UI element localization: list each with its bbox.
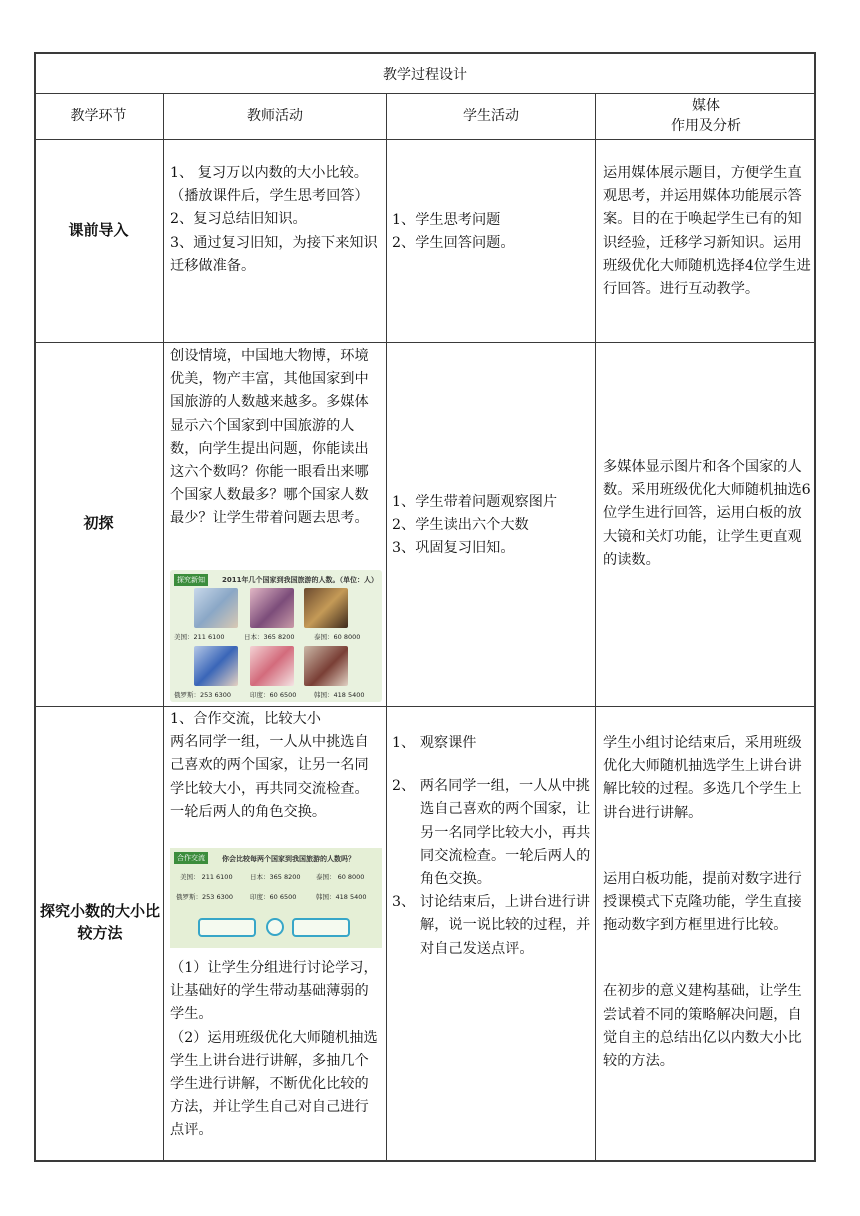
slide-label: 美国：211 6100 bbox=[174, 633, 225, 641]
slide-title: 2011年几个国家到我国旅游的人数。（单位：人） bbox=[222, 576, 378, 584]
compare-circle[interactable] bbox=[266, 918, 284, 936]
header-media bbox=[596, 96, 816, 136]
rule bbox=[163, 93, 164, 1162]
table-title: 教学过程设计 bbox=[383, 67, 467, 83]
teacher-step: （2）运用班级优化大师随机抽选学生上讲台进行讲解，多抽几个学生进行讲解，不断优化比较的方法，并让学生自己对自己进行点评。 bbox=[170, 1029, 378, 1139]
media-text: 运用白板功能，提前对数字进行授课模式下克隆功能，学生直接拖动数字到方框里进行比较。 bbox=[603, 870, 802, 934]
student-step: 1、学生思考问题 bbox=[392, 212, 501, 228]
slide-label: 印度：60 6500 bbox=[250, 691, 297, 699]
teacher-step: 1、 复习万以内数的大小比较。 bbox=[170, 165, 368, 181]
slide-label: 日本：365 8200 bbox=[244, 633, 295, 641]
photo-russia bbox=[194, 646, 238, 686]
header-stage: 教学环节 bbox=[70, 108, 127, 124]
student-step: 2、 两名同学一组，一人从中挑选自己喜欢的两个国家，让另一名同学比较大小，再共同交流检查。一轮后两人的角色交换。 bbox=[392, 778, 591, 888]
header-media-line1: 媒体 bbox=[692, 98, 720, 114]
slide-label: 俄罗斯：253 6300 bbox=[174, 691, 232, 699]
rule bbox=[386, 93, 387, 1162]
slide-tag: 合作交流 bbox=[174, 852, 208, 864]
photo-korea bbox=[304, 646, 348, 686]
slide-label: 俄罗斯：253 6300 bbox=[176, 893, 234, 901]
teacher-step: 2、复习总结旧知识。 bbox=[170, 211, 307, 228]
slide-explore bbox=[170, 570, 382, 702]
teacher-step: （1）让学生分组进行讨论学习，让基础好的学生带动基础薄弱的学生。 bbox=[170, 960, 378, 1023]
student-step: 2、学生回答问题。 bbox=[392, 235, 515, 252]
media-text: 在初步的意义建构基础，让学生尝试着不同的策略解决问题，自觉自主的总结出亿以内数大小比较的方法。 bbox=[603, 983, 802, 1070]
teacher-activity bbox=[170, 345, 382, 531]
student-step: 1、学生带着问题观察图片 bbox=[392, 494, 558, 510]
student-step: 3、 讨论结束后，上讲台进行讲解，说一说比较的过程，并对自己发送点评。 bbox=[392, 894, 591, 957]
rule bbox=[595, 93, 596, 1162]
rule bbox=[34, 706, 816, 707]
header-teacher: 教师活动 bbox=[247, 108, 303, 124]
student-activity bbox=[392, 732, 592, 961]
slide-tag: 探究新知 bbox=[174, 574, 208, 586]
slide-label: 日本：365 8200 bbox=[250, 873, 301, 881]
photo-japan bbox=[250, 588, 294, 628]
media-text: 学生小组讨论结束后，采用班级优化大师随机抽选学生上讲台讲解比较的过程。多选几个学生上讲台进行讲解。 bbox=[603, 735, 802, 821]
photo-india bbox=[250, 646, 294, 686]
student-activity bbox=[392, 209, 592, 255]
slide-label: 韩国：418 5400 bbox=[314, 691, 365, 699]
media-analysis bbox=[603, 456, 811, 572]
teacher-activity bbox=[170, 708, 382, 824]
media-text: 多媒体显示图片和各个国家的人数。采用班级优化大师随机抽选6位学生进行回答，运用白板的放大镜和关灯功能，让学生更直观的读数。 bbox=[603, 459, 811, 568]
teacher-text: 创设情境，中国地大物博，环境优美，物产丰富，其他国家到中国旅游的人数越来越多。多媒体显示六个国家到中国旅游的人数，向学生提出问题，你能读出这六个数吗？你能一眼看出来哪个国家人数最多？哪个国家人数最少？让学生带着问题去思考。 bbox=[170, 348, 369, 527]
teacher-activity bbox=[170, 162, 382, 278]
student-step: 2、学生读出六个大数 bbox=[392, 517, 529, 534]
student-activity bbox=[392, 491, 592, 561]
stage-label: 初探 bbox=[83, 514, 114, 532]
slide-label: 印度：60 6500 bbox=[250, 893, 297, 901]
teacher-activity-notes bbox=[170, 957, 382, 1143]
answer-box-right[interactable] bbox=[292, 918, 350, 937]
media-text: 运用媒体展示题目，方便学生直观思考，并运用媒体功能展示答案。目的在于唤起学生已有的知识经验，迁移学习新知识。运用班级优化大师随机选择4位学生进行回答。进行互动教学。 bbox=[603, 165, 811, 298]
header-student: 学生活动 bbox=[463, 108, 519, 124]
stage-label: 探究小数的大小比较方法 bbox=[40, 902, 160, 942]
teacher-step: （播放课件后，学生思考回答） bbox=[170, 188, 369, 205]
slide-label: 泰国： 60 8000 bbox=[316, 873, 365, 881]
slide-title: 你会比较每两个国家到我国旅游的人数吗？ bbox=[222, 855, 355, 863]
teacher-step: 两名同学一组，一人从中挑选自己喜欢的两个国家，让另一名同学比较大小，再共同交流检查。一轮后两人的角色交换。 bbox=[170, 734, 369, 820]
teacher-step: 3、通过复习旧知，为接下来知识迁移做准备。 bbox=[170, 234, 378, 274]
slide-label: 美国： 211 6100 bbox=[180, 873, 233, 881]
media-analysis bbox=[603, 162, 811, 301]
slide-cooperate bbox=[170, 848, 382, 948]
stage-label: 课前导入 bbox=[68, 221, 129, 239]
teacher-step: 1、合作交流，比较大小 bbox=[170, 711, 321, 727]
photo-usa bbox=[194, 588, 238, 628]
header-media-line2: 作用及分析 bbox=[671, 118, 741, 134]
answer-box-left[interactable] bbox=[198, 918, 256, 937]
student-step: 3、巩固复习旧知。 bbox=[392, 540, 515, 557]
slide-label: 泰国：60 8000 bbox=[314, 633, 361, 641]
slide-label: 韩国：418 5400 bbox=[316, 893, 367, 901]
student-step: 1、 观察课件 bbox=[392, 735, 477, 751]
media-analysis bbox=[603, 732, 811, 1073]
photo-thailand bbox=[304, 588, 348, 628]
